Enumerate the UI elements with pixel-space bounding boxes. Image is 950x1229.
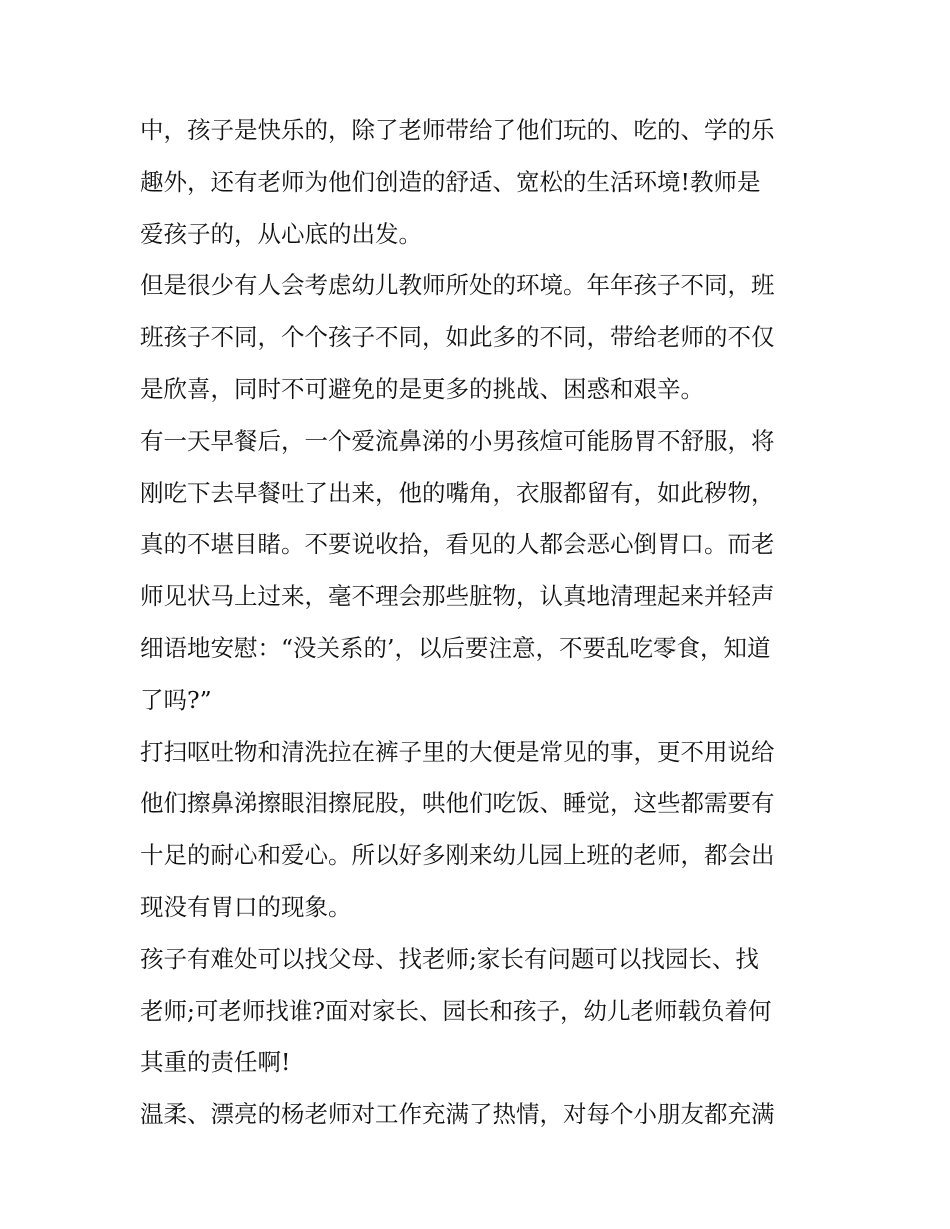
text-line: 细语地安慰：“没关系的’，以后要注意，不要乱吃零食，知道 bbox=[140, 633, 771, 662]
text-line: 中，孩子是快乐的，除了老师带给了他们玩的、吃的、学的乐 bbox=[140, 116, 775, 144]
text-line: 其重的责任啊! bbox=[140, 1048, 291, 1077]
text-line: 真的不堪目睹。不要说收拾，看见的人都会恶心倒胃口。而老 bbox=[140, 530, 775, 559]
text-line: 老师;可老师找谁?面对家长、园长和孩子，幼儿老师载负着何 bbox=[140, 996, 772, 1025]
text-line: 班孩子不同，个个孩子不同，如此多的不同，带给老师的不仅 bbox=[140, 323, 775, 352]
text-line: 了吗?” bbox=[140, 685, 212, 714]
text-line: 孩子有难处可以找父母、找老师;家长有问题可以找园长、找 bbox=[140, 944, 759, 973]
text-line: 温柔、漂亮的杨老师对工作充满了热情，对每个小朋友都充满 bbox=[140, 1100, 775, 1129]
text-line: 他们擦鼻涕擦眼泪擦屁股，哄他们吃饭、睡觉，这些都需要有 bbox=[140, 789, 775, 818]
text-line: 十足的耐心和爱心。所以好多刚来幼儿园上班的老师，都会出 bbox=[140, 841, 775, 870]
text-line: 现没有胃口的现象。 bbox=[140, 892, 352, 921]
body-text bbox=[140, 110, 820, 1146]
text-line: 趣外，还有老师为他们创造的舒适、宽松的生活环境!教师是 bbox=[140, 167, 761, 196]
text-line: 打扫呕吐物和清洗拉在裤子里的大便是常见的事，更不用说给 bbox=[140, 737, 775, 766]
text-line: 有一天早餐后，一个爱流鼻涕的小男孩煊可能肠胃不舒服，将 bbox=[140, 426, 775, 455]
text-line: 刚吃下去早餐吐了出来，他的嘴角，衣服都留有，如此秽物， bbox=[140, 478, 775, 507]
text-line: 师见状马上过来，毫不理会那些脏物，认真地清理起来并轻声 bbox=[140, 582, 775, 611]
text-line: 是欣喜，同时不可避免的是更多的挑战、困惑和艰辛。 bbox=[140, 374, 704, 403]
text-line: 但是很少有人会考虑幼儿教师所处的环境。年年孩子不同，班 bbox=[140, 271, 775, 300]
text-line: 爱孩子的，从心底的出发。 bbox=[140, 219, 422, 248]
